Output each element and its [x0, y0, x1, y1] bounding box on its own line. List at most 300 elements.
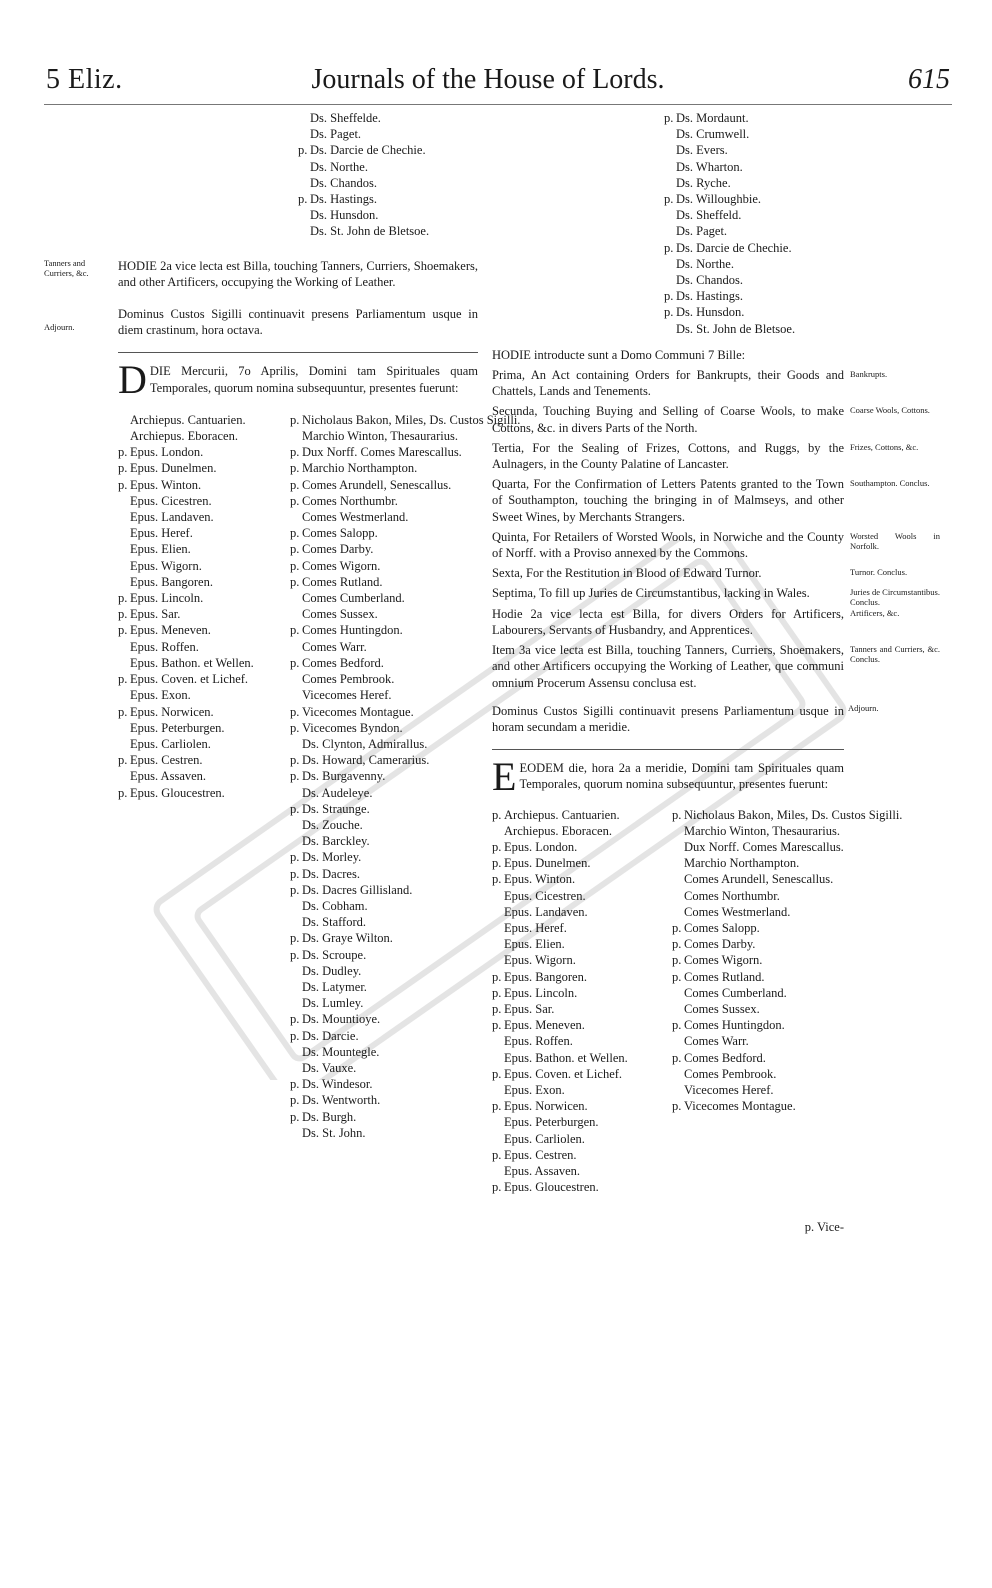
lord-name: Comes Rutland.	[302, 574, 383, 589]
lord-entry	[290, 558, 480, 574]
lord-entry	[290, 525, 480, 541]
lord-entry	[492, 936, 672, 952]
bill-entry	[492, 476, 930, 525]
lord-entry	[290, 833, 480, 849]
lord-name: Ds. Mordaunt.	[676, 111, 749, 125]
presence-mark: p.	[298, 192, 308, 207]
presence-mark: p.	[290, 461, 300, 476]
lord-entry	[118, 493, 288, 509]
lord-entry	[492, 952, 672, 968]
lord-entry	[118, 444, 288, 460]
bill-text: Secunda, Touching Buying and Selling of Coarse Wools, to make Cottons, &c. in divers Parts of the North.	[492, 404, 844, 435]
lord-entry	[664, 240, 844, 256]
margin-note-adjourn-2: Adjourn.	[848, 702, 879, 713]
lord-name: Comes Wigorn.	[302, 558, 381, 573]
lord-name: Epus. Cestren.	[504, 1147, 577, 1162]
bill-entry	[492, 367, 888, 399]
presence-mark: p.	[118, 753, 128, 768]
lord-entry	[290, 736, 480, 752]
lord-entry	[290, 541, 480, 557]
presence-mark: p.	[290, 412, 300, 427]
lord-name: Nicholaus Bakon, Miles, Ds. Custos Sigilli.	[302, 412, 521, 427]
lord-name: Ds. Hastings.	[676, 289, 744, 304]
lord-entry	[492, 1017, 672, 1033]
presence-mark: p.	[290, 866, 300, 881]
presence-mark: p.	[290, 753, 300, 768]
lord-entry	[492, 1050, 672, 1066]
presence-mark: p.	[672, 969, 682, 984]
lord-name: Epus. Coven. et Lichef.	[130, 672, 249, 687]
lord-entry	[290, 898, 480, 914]
bill-text: Hodie 2a vice lecta est Billa, for divers Orders for Artificers, Labourers, Servants of Husbandry, and Apprentices.	[492, 606, 844, 637]
lord-entry	[118, 622, 288, 638]
presence-mark: p.	[118, 591, 128, 606]
lord-name: Epus. Gloucestren.	[130, 785, 225, 800]
lord-entry	[290, 1125, 480, 1141]
lord-entry	[672, 823, 844, 839]
lord-name: Epus. Dunelmen.	[504, 856, 591, 871]
lord-entry	[672, 920, 844, 936]
presence-mark: p.	[290, 623, 300, 638]
lord-entry	[290, 460, 480, 476]
top-lords-list	[118, 110, 478, 240]
dropcap-e: E	[492, 754, 517, 800]
lord-name: Ds. Chandos.	[676, 273, 744, 288]
lord-name: Comes Arundell, Senescallus.	[684, 872, 834, 887]
lord-name: Epus. Bangoren.	[130, 574, 213, 589]
lord-entry	[664, 272, 844, 288]
lord-entry	[118, 558, 288, 574]
lord-name: Epus. Gloucestren.	[504, 1180, 599, 1195]
lord-name: Epus. Exon.	[504, 1082, 565, 1097]
presence-mark: p.	[672, 920, 682, 935]
lord-name: Epus. Heref.	[504, 920, 567, 935]
lord-entry	[118, 704, 288, 720]
presence-mark: p.	[290, 1109, 300, 1124]
lord-name: Comes Huntingdon.	[684, 1018, 785, 1033]
presence-mark: p.	[118, 607, 128, 622]
lord-entry	[290, 801, 480, 817]
lord-name: Ds. Evers.	[676, 143, 728, 158]
bill-text: Quinta, For Retailers of Worsted Wools, in Norwiche and the County of Norff. with a Proviso annexed by the Commons.	[492, 529, 844, 561]
lord-name: Ds. Ryche.	[676, 175, 731, 190]
lord-entry	[290, 785, 480, 801]
lord-name: Vicecomes Heref.	[684, 1082, 774, 1097]
presence-mark: p.	[290, 931, 300, 946]
lord-name: Epus. London.	[130, 445, 204, 460]
lord-name: Epus. Meneven.	[504, 1018, 585, 1033]
bill-margin-note: Turnor. Conclus.	[850, 567, 908, 578]
lord-name: Ds. Mountioye.	[302, 1012, 381, 1027]
lord-name: Comes Westmerland.	[684, 904, 791, 919]
lord-entry	[290, 979, 480, 995]
lord-entry	[664, 126, 844, 142]
lord-name: Ds. Darcie de Chechie.	[676, 240, 792, 255]
lord-name: Ds. Hunsdon.	[676, 305, 745, 320]
header-page-number: 615	[908, 64, 950, 95]
lord-entry	[118, 639, 288, 655]
lord-entry	[298, 159, 478, 175]
lord-entry	[290, 817, 480, 833]
presence-mark: p.	[290, 655, 300, 670]
lord-name: Epus. Exon.	[130, 688, 191, 703]
presence-mark: p.	[290, 477, 300, 492]
lord-name: Ds. Audeleye.	[302, 785, 373, 800]
margin-note-tanners: Tanners and Curriers, &c.	[44, 258, 89, 278]
presence-mark: p.	[290, 882, 300, 897]
lord-entry	[664, 207, 844, 223]
presence-mark: p.	[672, 937, 682, 952]
presence-mark: p.	[664, 305, 674, 320]
presence-mark: p.	[290, 526, 300, 541]
lord-entry	[118, 720, 288, 736]
lord-entry	[492, 904, 672, 920]
lord-entry	[672, 888, 844, 904]
lord-entry	[298, 175, 478, 191]
bills-list	[492, 367, 940, 691]
lord-name: Ds. Dacres.	[302, 866, 360, 881]
lord-name: Epus. Landaven.	[504, 904, 588, 919]
lord-name: Ds. Northe.	[676, 256, 734, 271]
lord-name: Comes Salopp.	[302, 526, 378, 541]
presence-mark: p.	[492, 1147, 502, 1162]
lord-entry	[290, 914, 480, 930]
bill-margin-note: Worsted Wools in Norfolk.	[850, 530, 940, 551]
lord-entry	[118, 477, 288, 493]
lord-name: Ds. Burgavenny.	[302, 769, 386, 784]
lord-entry	[492, 920, 672, 936]
bill-margin-note: Bankrupts.	[850, 369, 888, 380]
lord-entry	[290, 590, 480, 606]
presence-mark: p.	[672, 953, 682, 968]
bill-margin-note: Artificers, &c.	[850, 607, 900, 618]
lord-name: Epus. London.	[504, 839, 578, 854]
lord-entry	[290, 687, 480, 703]
die-mercurii-heading: DDIE Mercurii, 7o Aprilis, Domini tam Spirituales quam Temporales, quorum nomina subsequuntur, presentes fuerunt:	[118, 357, 478, 403]
lord-entry	[290, 412, 521, 428]
lord-name: Epus. Dunelmen.	[130, 461, 217, 476]
lord-name: Epus. Norwicen.	[130, 704, 214, 719]
bill-text: Prima, An Act containing Orders for Bankrupts, their Goods and Chattels, Lands and Tenements.	[492, 368, 844, 399]
lord-entry	[290, 574, 480, 590]
bill-margin-note: Coarse Wools, Cottons.	[850, 405, 930, 416]
bill-entry	[492, 642, 940, 691]
lord-entry	[290, 444, 480, 460]
lord-entry	[672, 904, 844, 920]
lord-entry	[118, 655, 288, 671]
lord-name: Comes Pembrook.	[302, 672, 395, 687]
lord-name: Marchio Winton, Thesaurarius.	[684, 823, 840, 838]
lord-name: Epus. Winton.	[504, 872, 576, 887]
lord-name: Comes Rutland.	[684, 969, 765, 984]
lord-entry	[492, 985, 672, 1001]
lord-name: Ds. Clynton, Admirallus.	[302, 736, 428, 751]
lord-name: Comes Huntingdon.	[302, 623, 403, 638]
lord-entry	[290, 930, 480, 946]
afternoon-spiritual-list	[492, 807, 672, 1196]
lord-entry	[290, 849, 480, 865]
lord-entry	[492, 1114, 672, 1130]
presence-mark: p.	[118, 704, 128, 719]
lord-name: Epus. Landaven.	[130, 510, 214, 525]
presence-mark: p.	[492, 872, 502, 887]
lord-entry	[298, 223, 478, 239]
presence-mark: p.	[290, 1012, 300, 1027]
lord-entry	[290, 606, 480, 622]
presence-mark: p.	[492, 1099, 502, 1114]
lord-name: Comes Cumberland.	[684, 985, 787, 1000]
running-header	[0, 62, 992, 102]
lord-name: Ds. Northe.	[310, 159, 368, 174]
paragraph-adjourn-2: Dominus Custos Sigilli continuavit presens Parliamentum usque in horam secundam a meridie. Adjourn.	[492, 702, 879, 734]
lord-name: Ds. Darcie.	[302, 1028, 359, 1043]
lord-entry	[492, 888, 672, 904]
lord-entry	[118, 574, 288, 590]
lord-name: Epus. Elien.	[130, 542, 191, 557]
lord-name: Epus. Wigorn.	[130, 558, 202, 573]
lord-entry	[672, 985, 844, 1001]
lord-name: Epus. Cicestren.	[130, 493, 212, 508]
presence-mark: p.	[672, 807, 682, 822]
lord-entry	[298, 126, 478, 142]
lord-name: Comes Darby.	[684, 937, 756, 952]
lord-name: Epus. Peterburgen.	[130, 720, 225, 735]
lord-name: Comes Bedford.	[684, 1050, 766, 1065]
middle-column	[118, 110, 521, 1272]
lord-entry	[118, 412, 288, 428]
presence-mark: p.	[492, 839, 502, 854]
lord-name: Ds. Crumwell.	[676, 127, 750, 142]
lord-entry	[290, 1092, 480, 1108]
presence-mark: p.	[290, 493, 300, 508]
presence-mark: p.	[290, 445, 300, 460]
lord-name: Epus. Assaven.	[130, 769, 207, 784]
presence-mark: p.	[492, 1066, 502, 1081]
lord-name: Ds. St. John.	[302, 1125, 366, 1140]
lord-entry	[672, 807, 903, 823]
lord-name: Ds. Windesor.	[302, 1077, 373, 1092]
presence-mark: p.	[290, 558, 300, 573]
lord-entry	[672, 1066, 844, 1082]
presence-mark: p.	[492, 1180, 502, 1195]
lord-entry	[290, 655, 480, 671]
lord-entry	[118, 606, 288, 622]
lord-name: Vicecomes Byndon.	[302, 720, 403, 735]
lord-entry	[492, 1033, 672, 1049]
lord-name: Ds. Barckley.	[302, 834, 370, 849]
presence-mark: p.	[664, 240, 674, 255]
presence-mark: p.	[118, 672, 128, 687]
section-divider	[118, 352, 478, 353]
presence-mark: p.	[290, 769, 300, 784]
presence-mark: p.	[492, 807, 502, 822]
presence-mark: p.	[118, 623, 128, 638]
attendance-lists-afternoon	[492, 807, 903, 1227]
lord-name: Ds. Scroupe.	[302, 947, 367, 962]
lord-name: Vicecomes Montague.	[684, 1099, 796, 1114]
lord-name: Ds. Sheffeld.	[676, 208, 742, 223]
lord-name: Ds. St. John de Bletsoe.	[676, 321, 796, 336]
lord-entry	[290, 866, 480, 882]
lord-entry	[290, 1028, 480, 1044]
lord-name: Ds. Hastings.	[310, 192, 378, 207]
lord-name: Ds. Zouche.	[302, 817, 363, 832]
lord-entry	[672, 839, 844, 855]
lord-entry	[290, 963, 480, 979]
bill-entry	[492, 529, 940, 561]
lord-entry	[492, 871, 672, 887]
lord-name: Ds. Latymer.	[302, 979, 367, 994]
lord-name: Comes Pembrook.	[684, 1066, 777, 1081]
lord-entry	[118, 428, 288, 444]
lord-entry	[290, 622, 480, 638]
lord-name: Ds. Chandos.	[310, 175, 378, 190]
bill-text: Septima, To fill up Juries de Circumstantibus, lacking in Wales.	[492, 586, 810, 601]
lord-name: Epus. Lincoln.	[504, 985, 578, 1000]
bill-text: Sexta, For the Restitution in Blood of Edward Turnor.	[492, 566, 762, 581]
temporal-lords-list	[290, 412, 521, 1141]
lord-name: Vicecomes Heref.	[302, 688, 392, 703]
margin-note-adjourn: Adjourn.	[44, 322, 75, 332]
lord-entry	[492, 839, 672, 855]
lord-entry	[298, 207, 478, 223]
lord-entry	[118, 752, 288, 768]
lord-entry	[672, 871, 844, 887]
presence-mark: p.	[290, 801, 300, 816]
presence-mark: p.	[290, 704, 300, 719]
lord-name: Ds. Paget.	[310, 127, 362, 142]
presence-mark: p.	[118, 477, 128, 492]
presence-mark: p.	[672, 1018, 682, 1033]
lord-entry	[118, 509, 288, 525]
lord-entry	[290, 768, 480, 784]
bill-entry	[492, 585, 940, 608]
lord-name: Comes Westmerland.	[302, 510, 409, 525]
lord-entry	[290, 639, 480, 655]
lord-entry	[492, 1179, 672, 1195]
lord-name: Ds. Stafford.	[302, 915, 367, 930]
lord-name: Ds. Graye Wilton.	[302, 931, 393, 946]
lord-entry	[664, 191, 844, 207]
lord-entry	[492, 969, 672, 985]
presence-mark: p.	[492, 985, 502, 1000]
lord-name: Archiepus. Eboracen.	[130, 429, 238, 444]
dropcap-d: D	[118, 357, 147, 403]
bill-margin-note: Tanners and Curriers, &c. Conclus.	[850, 644, 940, 665]
presence-mark: p.	[290, 947, 300, 962]
lord-name: Marchio Northampton.	[302, 461, 418, 476]
lord-entry	[492, 1147, 672, 1163]
header-rule	[44, 104, 952, 105]
presence-mark: p.	[118, 445, 128, 460]
presence-mark: p.	[664, 192, 674, 207]
lord-name: Archiepus. Cantuarien.	[504, 807, 620, 822]
lord-name: Comes Sussex.	[684, 1001, 760, 1016]
lord-entry	[118, 768, 288, 784]
lord-name: Ds. St. John de Bletsoe.	[310, 224, 430, 239]
presence-mark: p.	[290, 542, 300, 557]
lord-entry	[118, 525, 288, 541]
presence-mark: p.	[298, 143, 308, 158]
lord-name: Epus. Coven. et Lichef.	[504, 1066, 623, 1081]
lord-entry	[664, 175, 844, 191]
lord-name: Ds. Dudley.	[302, 963, 362, 978]
lord-entry	[492, 1131, 672, 1147]
lord-name: Ds. Wentworth.	[302, 1093, 381, 1108]
lord-name: Comes Wigorn.	[684, 953, 763, 968]
lord-entry	[664, 142, 844, 158]
presence-mark: p.	[672, 1050, 682, 1065]
presence-mark: p.	[492, 1001, 502, 1016]
section-divider-2	[492, 749, 844, 750]
lord-entry	[492, 1066, 672, 1082]
lord-entry	[492, 1001, 672, 1017]
presence-mark: p.	[290, 1077, 300, 1092]
lord-name: Epus. Roffen.	[130, 639, 199, 654]
presence-mark: p.	[672, 1099, 682, 1114]
lord-name: Epus. Bathon. et Wellen.	[504, 1050, 628, 1065]
lord-entry	[298, 191, 478, 207]
bill-text: Tertia, For the Sealing of Frizes, Cottons, and Ruggs, by the Aulnagers, in the County Palatine of Lancaster.	[492, 440, 844, 472]
lord-entry	[672, 1017, 844, 1033]
lord-name: Comes Warr.	[684, 1034, 749, 1049]
lord-name: Vicecomes Montague.	[302, 704, 414, 719]
lord-entry	[118, 590, 288, 606]
lord-entry	[118, 541, 288, 557]
lord-entry	[118, 687, 288, 703]
lord-entry	[492, 823, 672, 839]
lord-entry	[672, 855, 844, 871]
lord-name: Epus. Carliolen.	[130, 736, 211, 751]
lord-entry	[492, 807, 672, 823]
lord-entry	[290, 947, 480, 963]
lord-name: Ds. Burgh.	[302, 1109, 357, 1124]
paragraph-tanners: HODIE 2a vice lecta est Billa, touching Tanners, Curriers, Shoemakers, and other Artificers, occupying the Working of Leather.	[118, 258, 478, 289]
lord-name: Marchio Winton, Thesaurarius.	[302, 429, 458, 444]
lord-entry	[290, 509, 480, 525]
lord-name: Comes Warr.	[302, 639, 367, 654]
bill-text: Item 3a vice lecta est Billa, touching Tanners, Curriers, Shoemakers, and other Artificers occupying the Working of Leather, que communi omnium Procerum Assensu conclusa est.	[492, 643, 844, 690]
lord-name: Ds. Morley.	[302, 850, 362, 865]
right-top-lords-list	[492, 110, 844, 337]
bill-margin-note: Southampton. Conclus.	[850, 478, 930, 489]
lord-name: Epus. Elien.	[504, 937, 565, 952]
lord-entry	[492, 1163, 672, 1179]
lord-entry	[664, 288, 844, 304]
bills-intro: HODIE introducte sunt a Domo Communi 7 Bille:	[492, 347, 746, 362]
lord-name: Epus. Cicestren.	[504, 888, 586, 903]
lord-entry	[672, 1050, 844, 1066]
lord-name: Dux Norff. Comes Marescallus.	[302, 445, 462, 460]
paragraph-adjourn: Dominus Custos Sigilli continuavit presens Parliamentum usque in diem crastinum, hora octava.	[118, 307, 478, 338]
lord-name: Ds. Dacres Gillisland.	[302, 882, 413, 897]
lord-name: Ds. Sheffelde.	[310, 111, 381, 125]
lord-name: Nicholaus Bakon, Miles, Ds. Custos Sigilli.	[684, 807, 903, 822]
bills-section	[492, 347, 940, 735]
presence-mark: p.	[118, 461, 128, 476]
lord-name: Comes Sussex.	[302, 607, 378, 622]
lord-entry	[290, 477, 480, 493]
lord-name: Epus. Bangoren.	[504, 969, 587, 984]
lord-entry	[290, 493, 480, 509]
bill-margin-note: Frizes, Cottons, &c.	[850, 441, 919, 452]
lord-name: Epus. Peterburgen.	[504, 1115, 599, 1130]
lord-entry	[118, 736, 288, 752]
lord-entry	[290, 1044, 480, 1060]
lord-name: Epus. Assaven.	[504, 1163, 581, 1178]
lord-entry	[664, 110, 844, 126]
lord-name: Ds. Mountegle.	[302, 1044, 380, 1059]
